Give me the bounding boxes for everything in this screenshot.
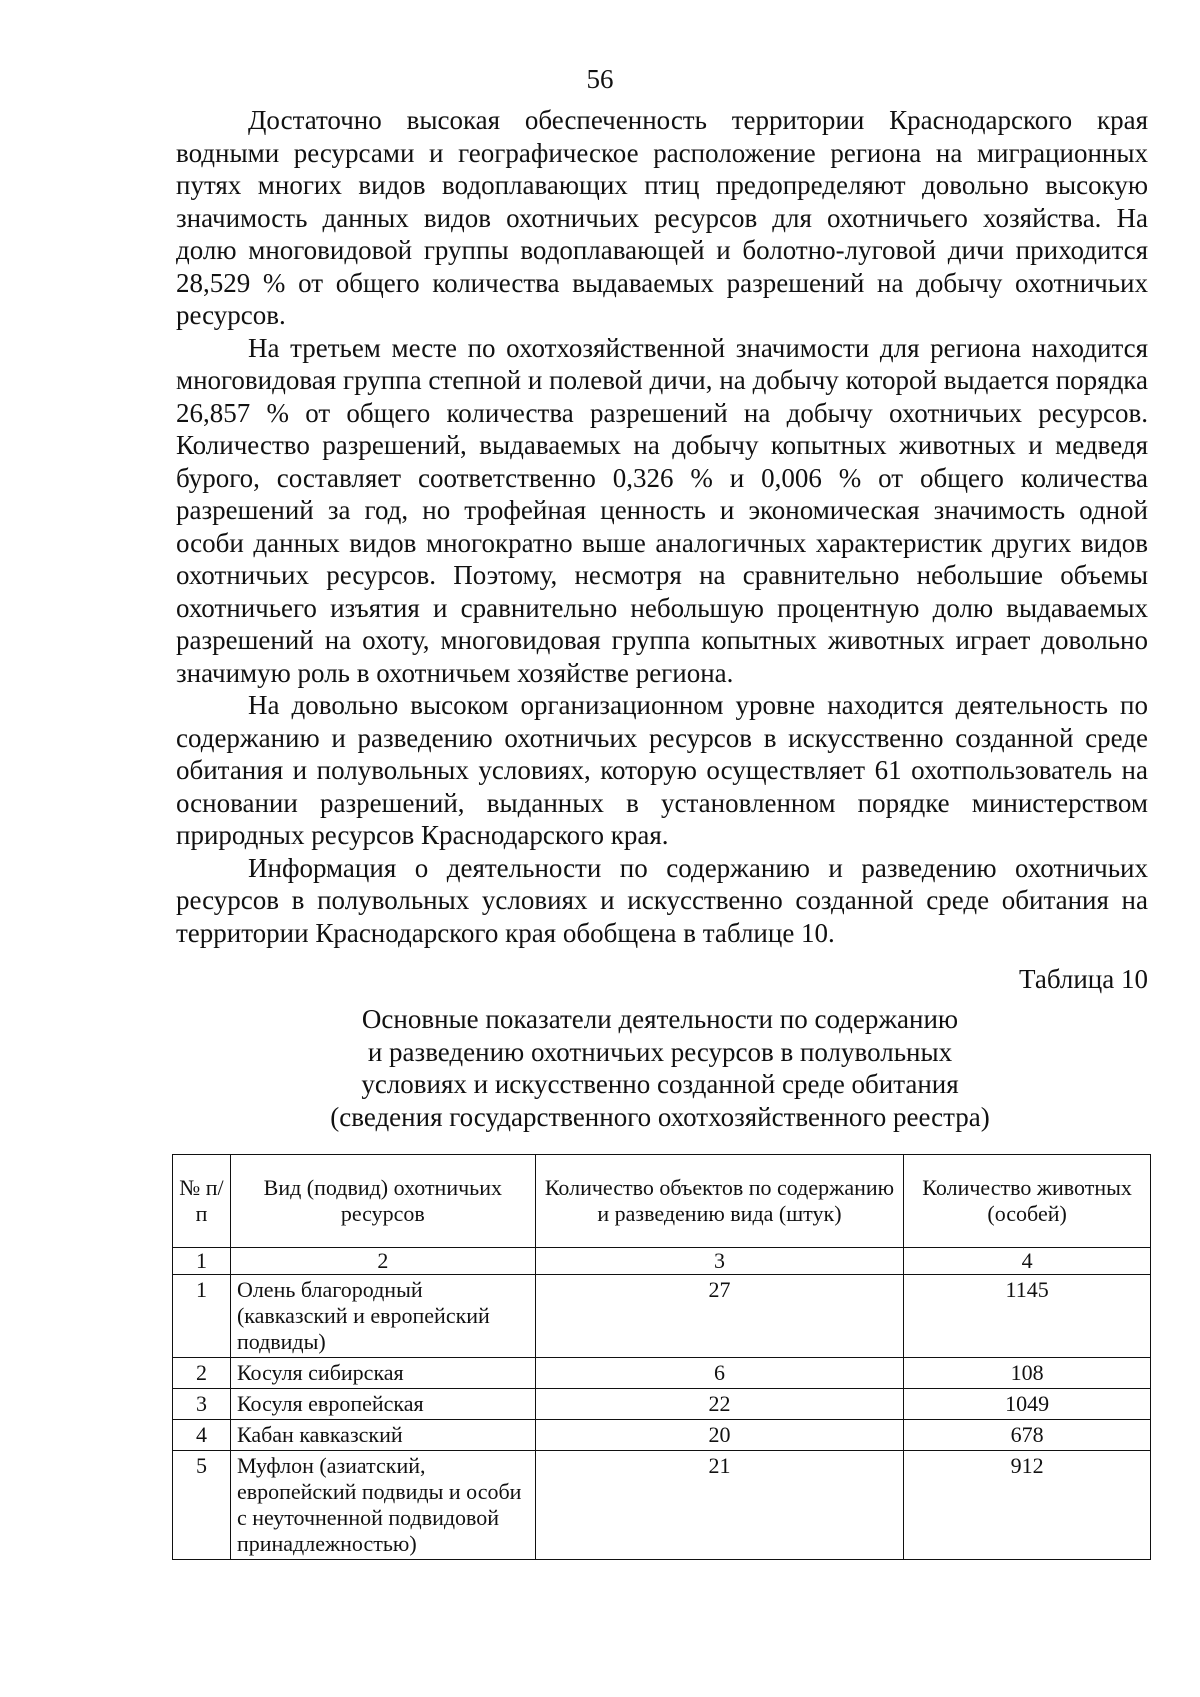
table-row (173, 1420, 1151, 1451)
header-no: № п/п (173, 1155, 231, 1248)
header-animals: Количество животных (особей) (904, 1155, 1151, 1248)
page-number: 56 (586, 64, 614, 94)
cell-species: Косуля сибирская (230, 1358, 535, 1389)
cell-no: 3 (173, 1389, 231, 1420)
table-caption-line: и разведению охотничьих ресурсов в полувольных (367, 1036, 953, 1067)
cell-objects: 22 (535, 1389, 904, 1420)
table-caption-line: условиях и искусственно созданной среде обитания (361, 1069, 959, 1099)
paragraph: Информация о деятельности по содержанию и разведению охотничьих ресурсов в полувольных условиях и искусственно созданной среде обитания на территории Краснодарского края обобщена в таблице 10. (176, 852, 1148, 948)
column-number: 3 (535, 1248, 904, 1275)
table-row (173, 1451, 1151, 1560)
column-number-row (173, 1248, 1151, 1275)
cell-animals: 1049 (904, 1389, 1151, 1420)
table-caption-line: Основные показатели деятельности по содержанию (361, 1004, 959, 1034)
cell-species: Муфлон (азиатский, европейский подвиды и особи с неуточненной подвидовой принадлежностью) (230, 1451, 535, 1560)
data-table (172, 1154, 1151, 1560)
cell-animals: 108 (904, 1358, 1151, 1389)
cell-objects: 6 (535, 1358, 904, 1389)
column-number: 2 (230, 1248, 535, 1275)
table-row (173, 1389, 1151, 1420)
cell-objects: 21 (535, 1451, 904, 1560)
paragraph: На довольно высоком организационном уровне находится деятельность по содержанию и разведению охотничьих ресурсов в искусственно созданной среде обитания и полувольных условиях, которую осуществляет 61 охотпользователь на основании разрешений, выданных в установленном порядке министерством природных ресурсов Краснодарского края. (176, 690, 1148, 850)
table-caption-line: (сведения государственного охотхозяйственного реестра) (330, 1101, 990, 1132)
cell-no: 4 (173, 1420, 231, 1451)
table-header-row (173, 1155, 1151, 1248)
cell-objects: 20 (535, 1420, 904, 1451)
cell-no: 2 (173, 1358, 231, 1389)
cell-animals: 1145 (904, 1275, 1151, 1358)
table-label: Таблица 10 (1019, 964, 1148, 994)
cell-species: Олень благородный (кавказский и европейский подвиды) (230, 1275, 535, 1358)
cell-animals: 678 (904, 1420, 1151, 1451)
cell-no: 1 (173, 1275, 231, 1358)
table-row (173, 1358, 1151, 1389)
cell-species: Косуля европейская (230, 1389, 535, 1420)
cell-species: Кабан кавказский (230, 1420, 535, 1451)
header-species: Вид (подвид) охотничьих ресурсов (230, 1155, 535, 1248)
paragraph: На третьем месте по охотхозяйственной значимости для региона находится многовидовая группа степной и полевой дичи, на добычу которой выдается порядка 26,857 % от общего количества разрешений на добычу охотничьих ресурсов. Количество разрешений, выдаваемых на добычу копытных животных и медведя бурого, составляет соответственно 0,326 % и 0,006 % от общего количества разрешений за год, но трофейная ценность и экономическая значимость одной особи данных видов многократно выше аналогичных характеристик других видов охотничьих ресурсов. Поэтому, несмотря на сравнительно небольшие объемы охотничьего изъятия и сравнительно небольшую процентную долю выдаваемых разрешений на охоту, многовидовая группа копытных животных играет довольно значимую роль в охотничьем хозяйстве региона. (176, 332, 1148, 688)
column-number: 1 (173, 1248, 231, 1275)
table-caption (240, 1003, 1080, 1133)
cell-no: 5 (173, 1451, 231, 1560)
paragraph: Достаточно высокая обеспеченность территории Краснодарского края водными ресурсами и географическое расположение региона на миграционных путях многих видов водоплавающих птиц предопределяют довольно высокую значимость данных видов охотничьих ресурсов для охотничьего хозяйства. На долю многовидовой группы водоплавающей и болотно-луговой дичи приходится 28,529 % от общего количества выдаваемых разрешений на добычу охотничьих ресурсов. (176, 105, 1148, 330)
header-objects: Количество объектов по содержанию и разведению вида (штук) (535, 1155, 904, 1248)
body-text (176, 104, 1148, 949)
column-number: 4 (904, 1248, 1151, 1275)
table-row (173, 1275, 1151, 1358)
cell-animals: 912 (904, 1451, 1151, 1560)
cell-objects: 27 (535, 1275, 904, 1358)
